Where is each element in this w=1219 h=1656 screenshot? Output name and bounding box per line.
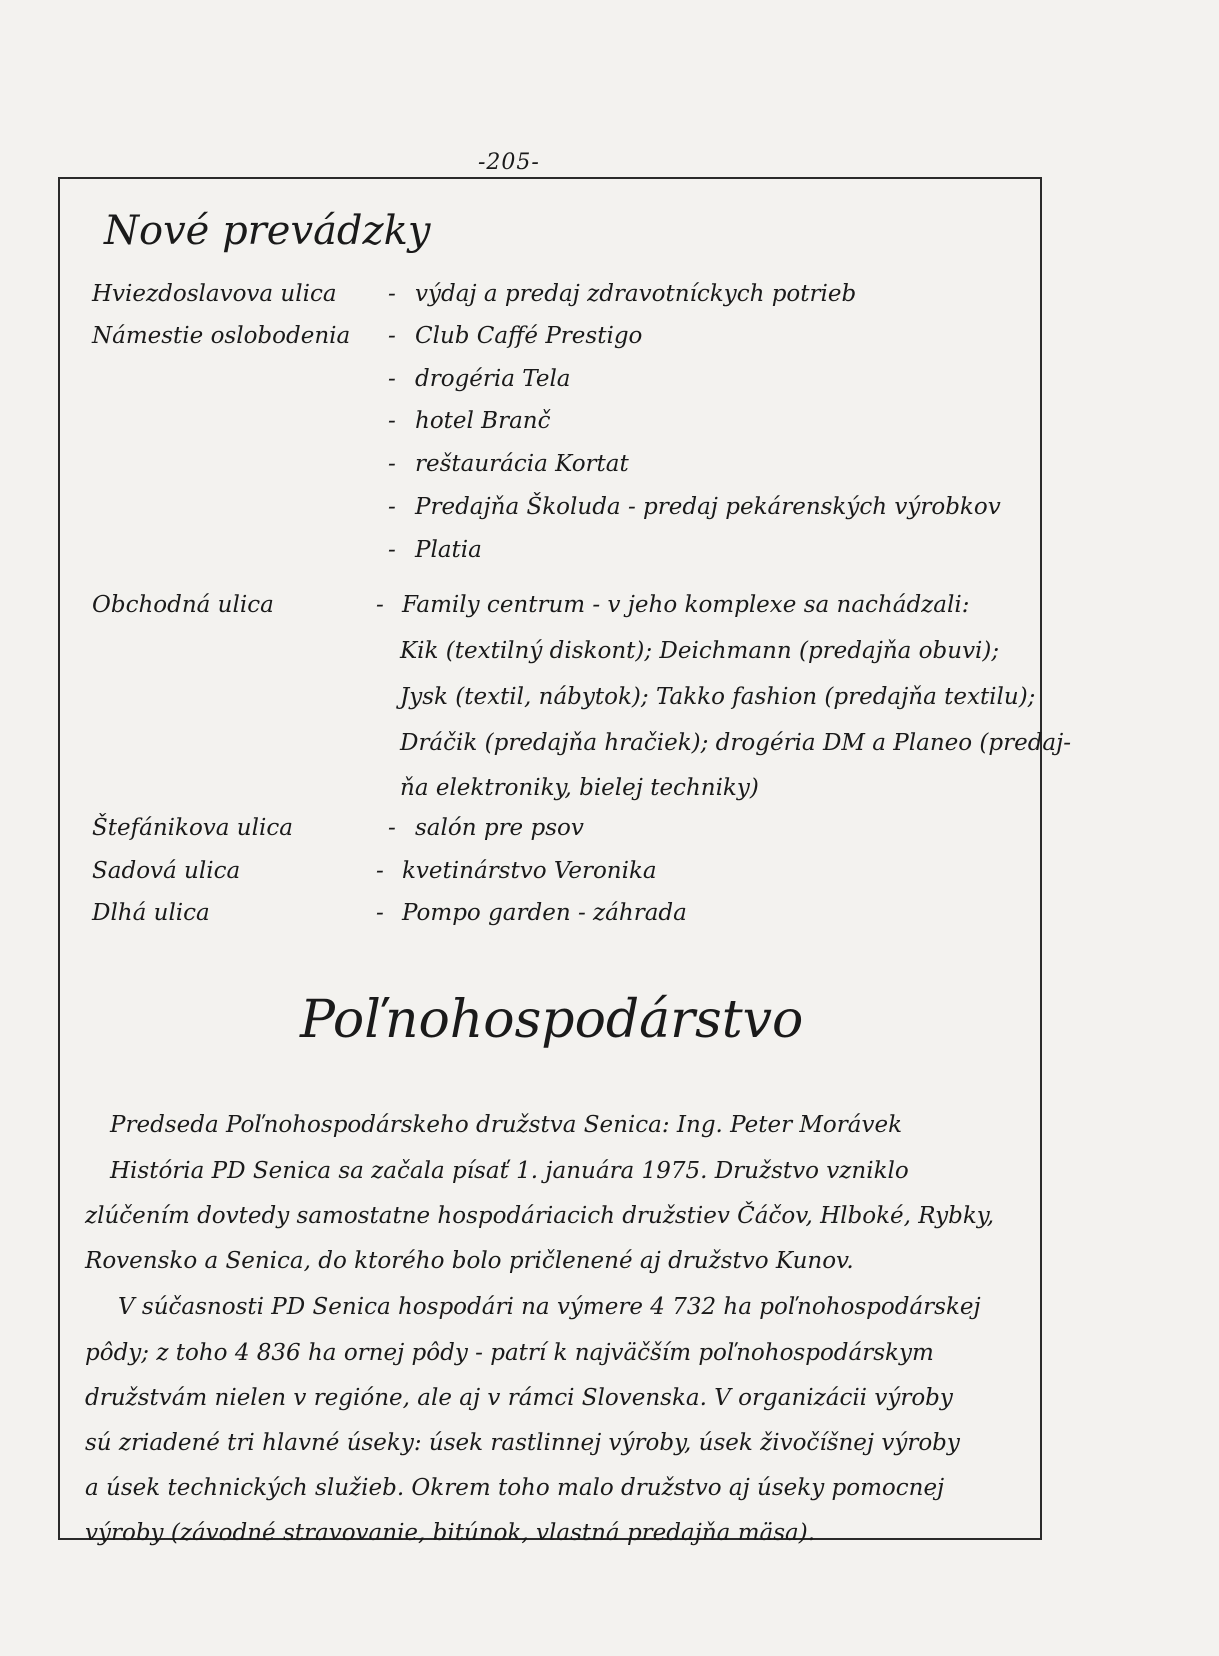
business-item: výdaj a predaj zdravotníckych potrieb [415, 281, 857, 307]
street-name: Hviezdoslavova ulica [92, 281, 337, 307]
dash: - [388, 323, 396, 349]
dash: - [376, 592, 384, 618]
business-item-continuation: ňa elektroniky, bielej techniky) [400, 775, 759, 801]
paragraph-line: a úsek technických služieb. Okrem toho malo družstvo aj úseky pomocnej [85, 1475, 945, 1501]
business-item: Pompo garden - záhrada [402, 900, 687, 926]
dash: - [388, 408, 396, 434]
business-item: Family centrum - v jeho komplexe sa nachádzali: [402, 592, 970, 618]
paragraph-line: Rovensko a Senica, do ktorého bolo pričlenené aj družstvo Kunov. [85, 1248, 854, 1274]
business-item-continuation: Jysk (textil, nábytok); Takko fashion (predajňa textilu); [400, 684, 1036, 710]
dash: - [388, 451, 396, 477]
business-item: salón pre psov [415, 815, 584, 841]
paragraph-line: sú zriadené tri hlavné úseky: úsek rastlinnej výroby, úsek živočíšnej výroby [85, 1430, 960, 1456]
business-item: reštaurácia Kortat [415, 451, 629, 477]
paragraph-line: História PD Senica sa začala písať 1. januára 1975. Družstvo vzniklo [110, 1158, 909, 1184]
street-name: Dlhá ulica [92, 900, 210, 926]
dash: - [376, 900, 384, 926]
business-item: Club Caffé Prestigo [415, 323, 643, 349]
business-item: Predajňa Školuda - predaj pekárenských výrobkov [415, 494, 1001, 520]
paragraph-line: zlúčením dovtedy samostatne hospodáriacich družstiev Čáčov, Hlboké, Rybky, [85, 1203, 995, 1229]
street-name: Obchodná ulica [92, 592, 274, 618]
paragraph-line: pôdy; z toho 4 836 ha ornej pôdy - patrí k najväčším poľnohospodárskym [85, 1340, 934, 1366]
paragraph-line: družstvám nielen v regióne, ale aj v rámci Slovenska. V organizácii výroby [85, 1385, 953, 1411]
street-name: Štefánikova ulica [92, 815, 293, 841]
street-name: Námestie oslobodenia [92, 323, 351, 349]
paragraph-line: Predseda Poľnohospodárskeho družstva Senica: Ing. Peter Morávek [110, 1112, 903, 1138]
business-item: hotel Branč [415, 408, 551, 434]
section-title-agriculture: Poľnohospodárstvo [300, 990, 804, 1050]
business-item: kvetinárstvo Veronika [402, 858, 657, 884]
dash: - [388, 366, 396, 392]
dash: - [376, 858, 384, 884]
street-name: Sadová ulica [92, 858, 241, 884]
dash: - [388, 815, 396, 841]
business-item: drogéria Tela [415, 366, 571, 392]
paragraph-line: V súčasnosti PD Senica hospodári na výmere 4 732 ha poľnohospodárskej [118, 1294, 981, 1320]
business-item: Platia [415, 537, 482, 563]
page-number: -205- [478, 150, 540, 175]
business-item-continuation: Dráčik (predajňa hračiek); drogéria DM a Planeo (predaj- [400, 730, 1072, 756]
dash: - [388, 537, 396, 563]
paragraph-line: výroby (závodné stravovanie, bitúnok, vlastná predajňa mäsa). [85, 1520, 816, 1546]
dash: - [388, 281, 396, 307]
business-item-continuation: Kik (textilný diskont); Deichmann (predajňa obuvi); [400, 638, 1000, 664]
section-title-new-businesses: Nové prevádzky [104, 208, 431, 254]
dash: - [388, 494, 396, 520]
